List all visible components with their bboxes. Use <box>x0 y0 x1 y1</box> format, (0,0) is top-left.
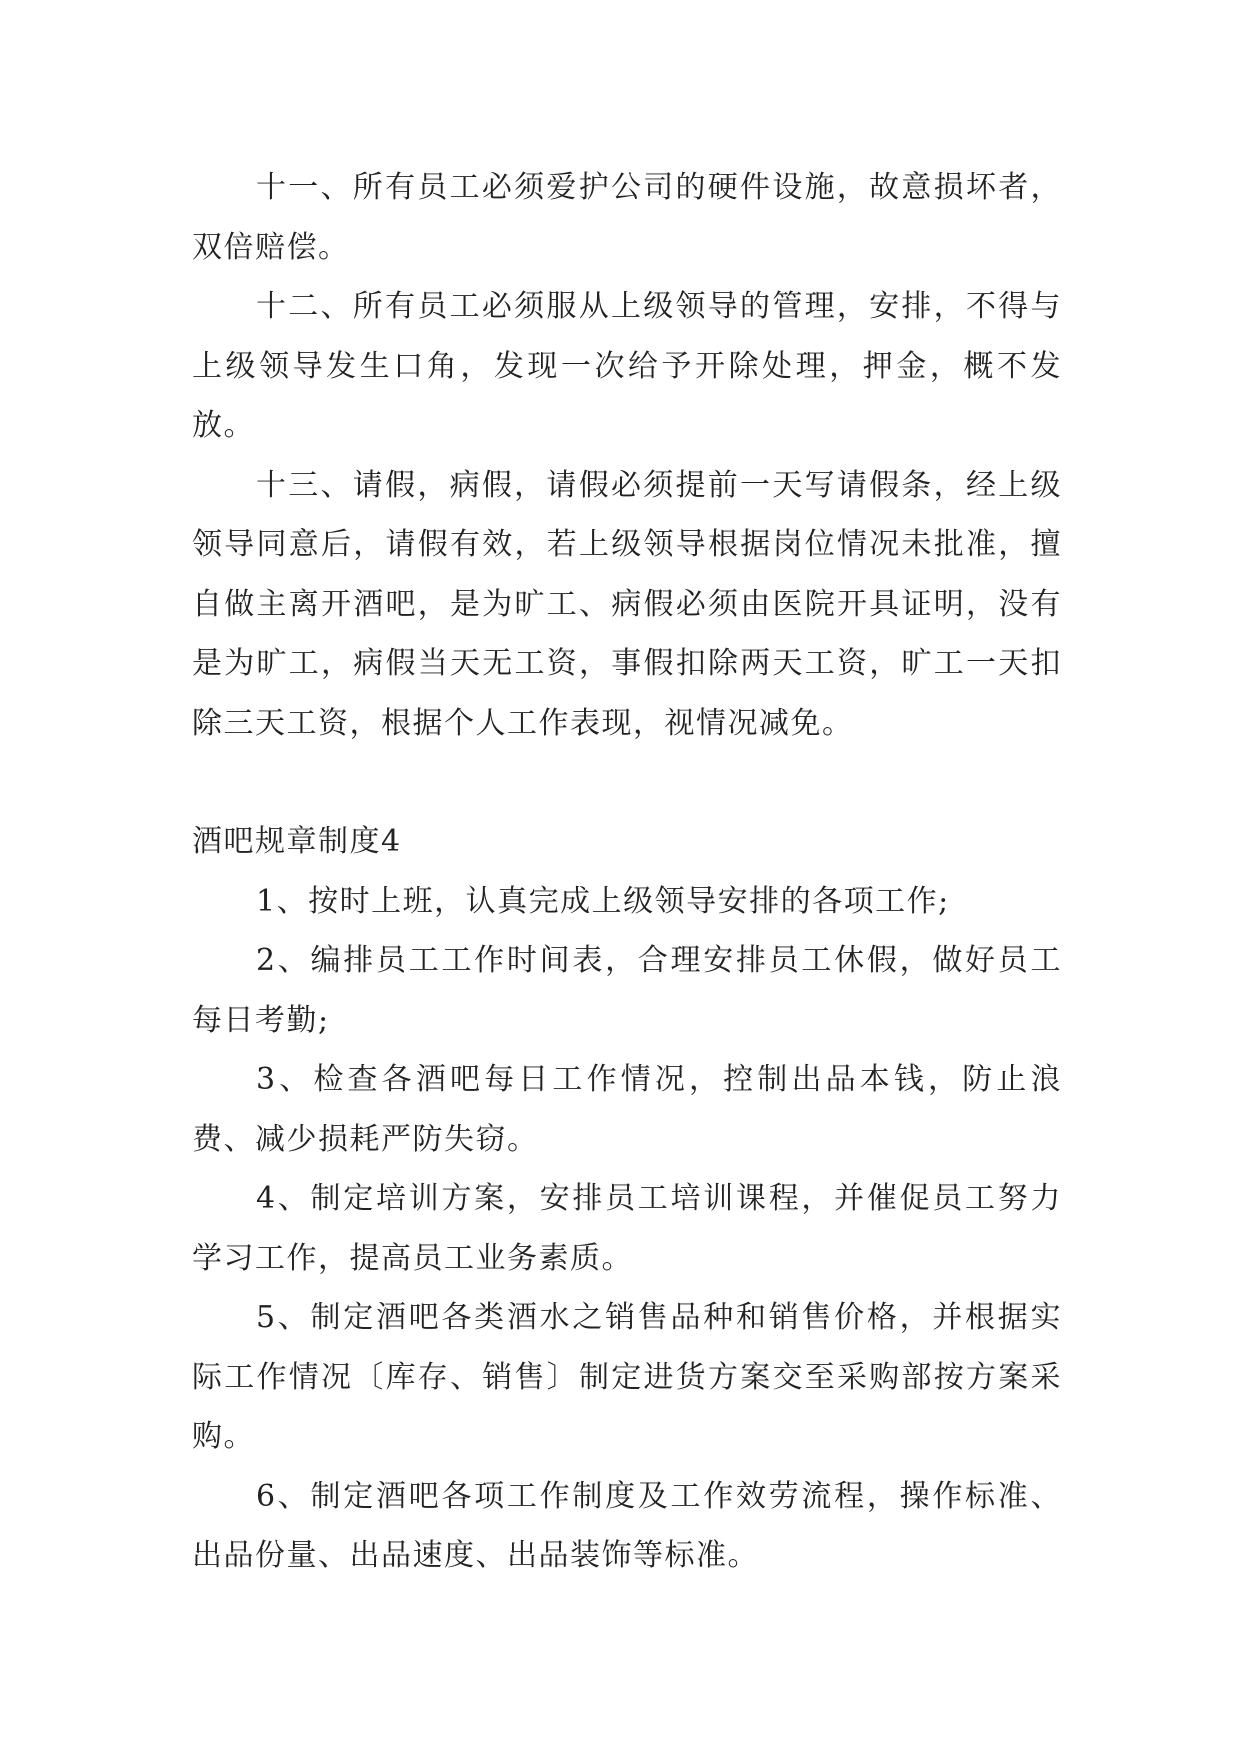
paragraph-item-2: 2、编排员工工作时间表，合理安排员工休假，做好员工每日考勤; <box>192 943 1062 1038</box>
paragraph-item-6: 6、制定酒吧各项工作制度及工作效劳流程，操作标准、出品份量、出品速度、出品装饰等标准。 <box>192 1478 1062 1573</box>
paragraph-rule-12: 十二、所有员工必须服从上级领导的管理，安排，不得与上级领导发生口角，发现一次给予开除处理，押金，概不发放。 <box>192 289 1062 443</box>
paragraph-item-3: 3、检查各酒吧每日工作情况，控制出品本钱，防止浪费、减少损耗严防失窃。 <box>192 1062 1062 1157</box>
paragraph-item-4: 4、制定培训方案，安排员工培训课程，并催促员工努力学习工作，提高员工业务素质。 <box>192 1181 1062 1276</box>
section-heading: 酒吧规章制度4 <box>192 824 402 859</box>
paragraph-rule-11: 十一、所有员工必须爱护公司的硬件设施，故意损坏者，双倍赔偿。 <box>192 170 1062 265</box>
paragraph-item-5: 5、制定酒吧各类酒水之销售品种和销售价格，并根据实际工作情况〔库存、销售〕制定进货方案交至采购部按方案采购。 <box>192 1300 1062 1454</box>
paragraph-item-1: 1、按时上班，认真完成上级领导安排的各项工作; <box>256 883 950 919</box>
document-body <box>192 158 1062 1586</box>
paragraph-rule-13: 十三、请假，病假，请假必须提前一天写请假条，经上级领导同意后，请假有效，若上级领导根据岗位情况未批准，擅自做主离开酒吧，是为旷工、病假必须由医院开具证明，没有是为旷工，病假当天无工资，事假扣除两天工资，旷工一天扣除三天工资，根据个人工作表现，视情况减免。 <box>192 467 1062 741</box>
